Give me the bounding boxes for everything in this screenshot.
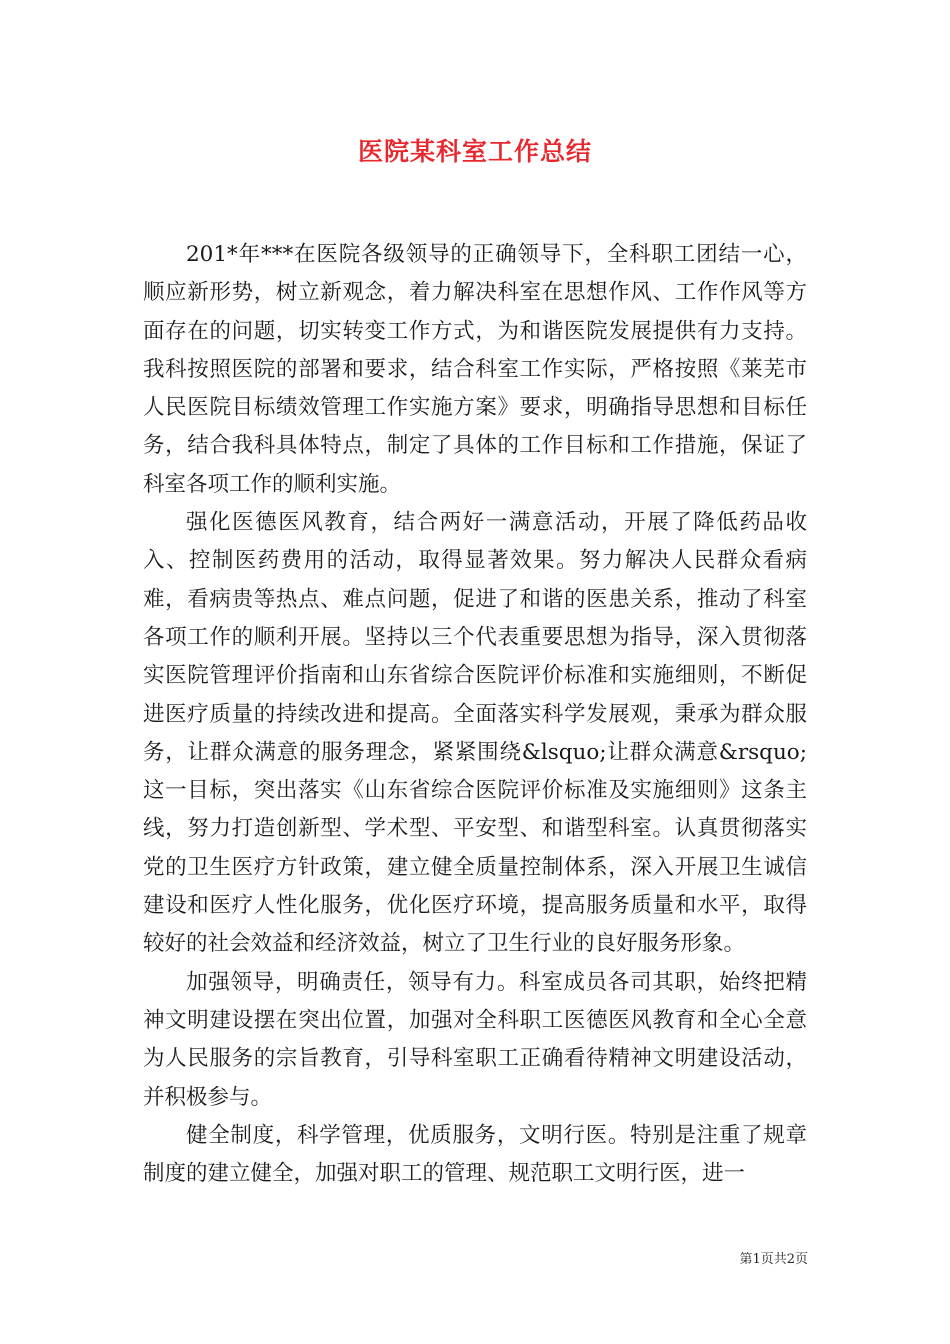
page-number: 第1页共2页: [739, 1252, 808, 1267]
paragraph-management: 健全制度，科学管理，优质服务，文明行医。特别是注重了规章制度的建立健全，加强对职工的管理、规范职工文明行医，进一: [143, 1122, 807, 1187]
paragraph-leadership: 加强领导，明确责任，领导有力。科室成员各司其职，始终把精神文明建设摆在突出位置，加强对全科职工医德医风教育和全心全意为人民服务的宗旨教育，引导科室职工正确看待精神文明建设活动，并积极参与。: [143, 969, 807, 1110]
paragraph-intro: 201*年***在医院各级领导的正确领导下，全科职工团结一心，顺应新形势，树立新观念，着力解决科室在思想作风、工作作风等方面存在的问题，切实转变工作方式，为和谐医院发展提供有力支持。我科按照医院的部署和要求，结合科室工作实际，严格按照《莱芜市人民医院目标绩效管理工作实施方案》要求，明确指导思想和目标任务，结合我科具体特点，制定了具体的工作目标和工作措施，保证了科室各项工作的顺利实施。: [143, 242, 807, 497]
document-body: [143, 236, 807, 1193]
paragraph-ethics-education: 强化医德医风教育，结合两好一满意活动，开展了降低药品收入、控制医药费用的活动，取得显著效果。努力解决人民群众看病难，看病贵等热点、难点问题，促进了和谐的医患关系，推动了科室各项工作的顺利开展。坚持以三个代表重要思想为指导，深入贯彻落实医院管理评价指南和山东省综合医院评价标准和实施细则，不断促进医疗质量的持续改进和提高。全面落实科学发展观，秉承为群众服务，让群众满意的服务理念，紧紧围绕&lsquo;让群众满意&rsquo;这一目标，突出落实《山东省综合医院评价标准及实施细则》这条主线，努力打造创新型、学术型、平安型、和谐型科室。认真贯彻落实党的卫生医疗方针政策，建立健全质量控制体系，深入开展卫生诚信建设和医疗人性化服务，优化医疗环境，提高服务质量和水平，取得较好的社会效益和经济效益，树立了卫生行业的良好服务形象。: [143, 510, 807, 957]
document-title: 医院某科室工作总结: [357, 137, 592, 166]
